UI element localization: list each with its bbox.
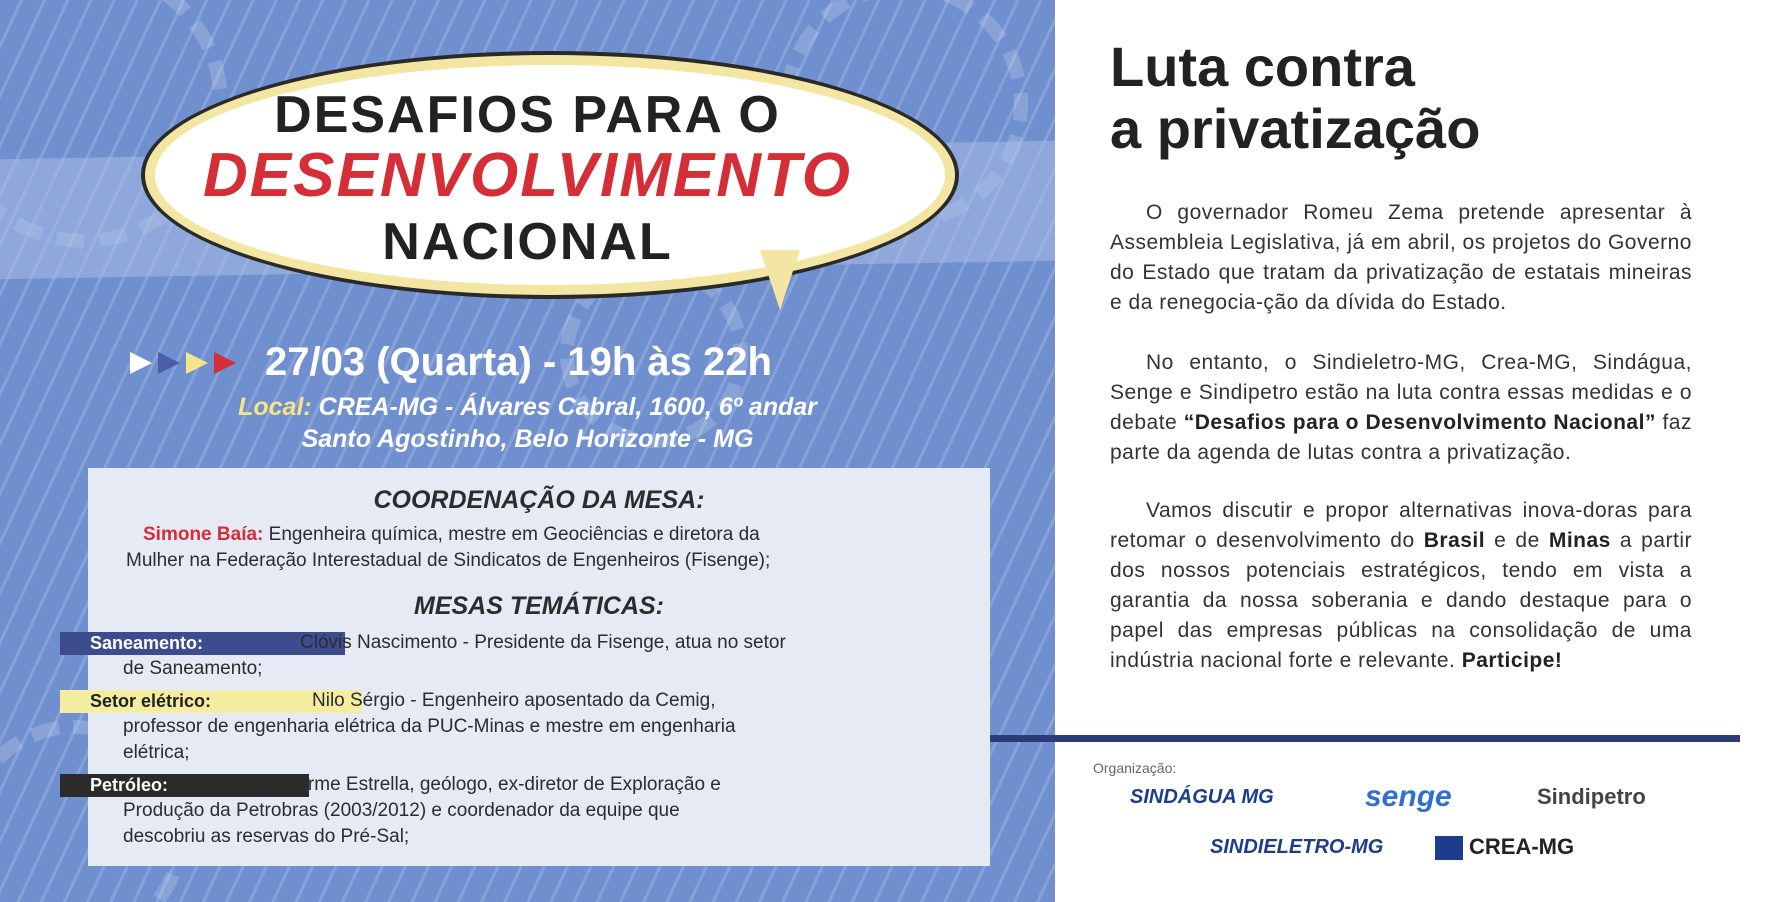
coord-name: Simone Baía: (143, 524, 264, 545)
poster-title-line1: DESAFIOS PARA O (274, 86, 781, 144)
arrow-icon (130, 352, 152, 374)
arrow-icon (214, 352, 236, 374)
date-row (130, 340, 1010, 390)
article-title-line1: Luta contra (1110, 35, 1415, 98)
p3-text-mid: e de (1485, 529, 1549, 552)
crea-seal-icon (1435, 836, 1463, 860)
mesa-item-line: Guilherme Estrella, geólogo, ex-diretor de Exploração e (253, 774, 721, 795)
p2-text-end: faz parte da agenda de lutas contra a privatização. (1110, 411, 1692, 464)
p3-text: Vamos discutir e propor alternativas inova-doras para retomar o desenvolvimento do (1110, 499, 1692, 552)
p3-brasil: Brasil (1423, 529, 1486, 552)
p2-text: No entanto, o Sindieletro-MG, Crea-MG, Sindágua, Senge e Sindipetro estão na luta contra essas medidas e o debate (1110, 351, 1692, 434)
organization-label: Organização: (1093, 760, 1177, 776)
logo-sindagua: SINDÁGUA MG (1130, 786, 1274, 808)
program-panel (88, 468, 990, 866)
mesas-heading: MESAS TEMÁTICAS: (414, 592, 664, 620)
event-date: 27/03 (Quarta) - 19h às 22h (265, 340, 772, 384)
coord-line1 (143, 522, 760, 548)
article-paragraph-1: O governador Romeu Zema pretende apresentar à Assembleia Legislativa, já em abril, os projetos do Governo do Estado que tratam da privatização de estatais mineiras e da renegocia-ção da dívida do Estado. (1110, 201, 1692, 314)
p3-minas: Minas (1548, 529, 1611, 552)
article-title-line2: a privatização (1110, 97, 1481, 160)
mesa-item-line: professor de engenharia elétrica da PUC-Minas e mestre em engenharia (123, 716, 736, 737)
poster-title-line3: NACIONAL (382, 213, 673, 271)
coord-line2: Mulher na Federação Interestadual de Sindicatos de Engenheiros (Fisenge); (126, 550, 771, 571)
mesa-item-line: Nilo Sérgio - Engenheiro aposentado da Cemig, (312, 690, 716, 711)
arrow-icon (186, 352, 208, 374)
tag-saneamento: Saneamento: (60, 632, 345, 655)
mesa-item-line: de Saneamento; (123, 658, 263, 679)
p2-debate-title: “Desafios para o Desenvolvimento Nacional” (1183, 411, 1656, 434)
logo-senge: senge (1365, 780, 1452, 813)
poster-title-line2: DESENVOLVIMENTO (203, 141, 852, 210)
event-location-line2: Santo Agostinho, Belo Horizonte - MG (301, 425, 754, 453)
p3-text-end: a partir dos nossos potenciais estratégicos, tendo em vista a garantia da nossa soberania e dando destaque para o papel das empresas públicas na consolidação de uma indústria nacional forte e relevante. (1110, 529, 1692, 672)
article-paragraph-3 (1110, 496, 1692, 676)
crea-text: CREA-MG (1469, 834, 1575, 859)
mesa-item-line: elétrica; (123, 742, 190, 763)
logo-crea (1435, 834, 1574, 860)
article-title (1110, 36, 1480, 160)
logo-sindipetro: Sindipetro (1537, 784, 1646, 809)
divider (990, 735, 1740, 742)
coord-heading: COORDENAÇÃO DA MESA: (373, 486, 705, 514)
tag-setor-eletrico: Setor elétrico: (60, 690, 362, 713)
coord-text: Engenheira química, mestre em Geociências e diretora da (268, 524, 760, 545)
p3-participe: Participe! (1461, 649, 1563, 672)
arrow-icon (158, 352, 180, 374)
mesa-item-line: Produção da Petrobras (2003/2012) e coordenador da equipe que (123, 800, 680, 821)
mesa-item-line: descobriu as reservas do Pré-Sal; (123, 826, 410, 847)
logo-sindieletro: SINDIELETRO-MG (1210, 836, 1384, 858)
location-address: CREA-MG - Álvares Cabral, 1600, 6º andar (318, 393, 817, 421)
tag-petroleo: Petróleo: (60, 774, 309, 797)
article-paragraph-2 (1110, 348, 1692, 468)
location-label: Local: (238, 393, 312, 421)
event-location-line1 (0, 393, 1055, 422)
mesa-item-line: Clóvis Nascimento - Presidente da Fisenge, atua no setor (300, 632, 786, 653)
